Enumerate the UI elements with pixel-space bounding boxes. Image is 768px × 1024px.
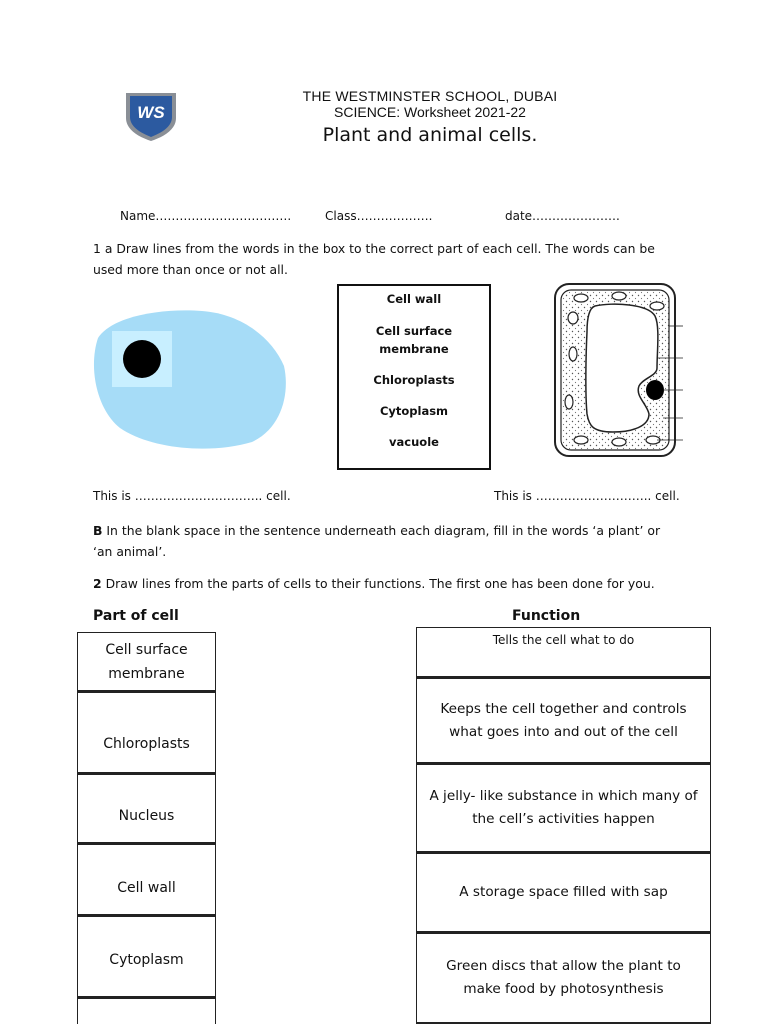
question-2-number: 2	[93, 576, 102, 591]
word-box	[337, 284, 491, 470]
word-vacuole: vacuole	[389, 435, 439, 449]
part-label: Nucleus	[118, 808, 175, 824]
function-label: A storage space filled with sap	[459, 884, 668, 900]
part-label: Cell wall	[117, 880, 176, 896]
question-1a-text: Draw lines from the words in the box to the correct part of each cell. The words can be used more than once or not all.	[93, 241, 655, 277]
date-field[interactable]: date………………….	[505, 209, 620, 223]
school-logo	[123, 90, 179, 142]
question-1b-text: In the blank space in the sentence underneath each diagram, fill in the words ‘a plant’ or ‘an animal’.	[93, 523, 661, 559]
part-cell-surface-membrane[interactable]	[77, 632, 216, 692]
part-cytoplasm[interactable]	[77, 916, 216, 998]
function-label: Green discs that allow the plant to make food by photosynthesis	[446, 958, 681, 997]
part-label: Cell surface membrane	[105, 641, 188, 682]
question-1b	[93, 520, 683, 562]
function-green-discs[interactable]	[416, 933, 711, 1024]
question-2	[93, 573, 683, 594]
question-2-text: Draw lines from the parts of cells to their functions. The first one has been done for you.	[105, 576, 655, 591]
function-label: A jelly- like substance in which many of the cell’s activities happen	[429, 788, 698, 827]
svg-text:WS: WS	[137, 103, 165, 122]
part-chloroplasts[interactable]	[77, 692, 216, 774]
school-name: THE WESTMINSTER SCHOOL, DUBAI	[302, 88, 558, 104]
vacuole	[586, 304, 658, 432]
function-storage-sap[interactable]	[416, 853, 711, 933]
worksheet-title: Plant and animal cells.	[322, 124, 538, 146]
part-empty[interactable]	[77, 998, 216, 1024]
function-label: Tells the cell what to do	[492, 633, 635, 647]
animal-cell-diagram	[92, 308, 288, 450]
question-1a	[93, 238, 683, 280]
animal-cell-sentence[interactable]: This is ………………………….. cell.	[93, 489, 291, 503]
word-chloroplasts: Chloroplasts	[373, 373, 455, 387]
part-label: Chloroplasts	[103, 736, 190, 752]
part-cell-wall[interactable]	[77, 844, 216, 916]
class-field[interactable]: Class……………….	[325, 209, 433, 223]
question-1b-number: B	[93, 523, 103, 538]
word-cytoplasm: Cytoplasm	[379, 404, 449, 418]
worksheet-subtitle: SCIENCE: Worksheet 2021-22	[334, 104, 526, 120]
nucleus	[123, 340, 161, 378]
word-cell-surface-membrane: Cell surface membrane	[375, 324, 453, 356]
function-header: Function	[512, 608, 581, 624]
word-cell-wall: Cell wall	[386, 292, 442, 306]
part-nucleus[interactable]	[77, 774, 216, 844]
question-1a-number: 1 a	[93, 241, 113, 256]
part-of-cell-header: Part of cell	[93, 608, 179, 624]
function-keeps-cell-together[interactable]	[416, 678, 711, 764]
plant-nucleus	[646, 380, 664, 400]
function-tells-cell[interactable]	[416, 627, 711, 678]
function-label: Keeps the cell together and controls what goes into and out of the cell	[440, 700, 687, 740]
plant-cell-sentence[interactable]: This is ……………………….. cell.	[494, 489, 680, 503]
plant-cell-diagram	[553, 282, 685, 460]
function-jelly-substance[interactable]	[416, 764, 711, 853]
part-label: Cytoplasm	[109, 952, 184, 968]
name-field[interactable]: Name…………………………….	[120, 209, 292, 223]
